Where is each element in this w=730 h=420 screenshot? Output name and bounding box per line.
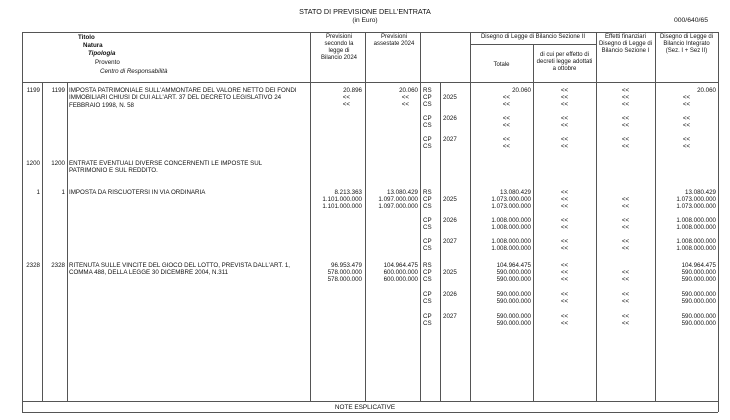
integrato-value: << bbox=[682, 136, 691, 143]
ass-value: 20.060 bbox=[399, 87, 418, 94]
dicui-value: << bbox=[560, 189, 569, 196]
col-divider-code2 bbox=[67, 82, 68, 401]
row-code: 1 bbox=[61, 189, 65, 196]
dicui-value: << bbox=[560, 115, 569, 122]
year-label: 2026 bbox=[443, 217, 457, 224]
table-right-border bbox=[718, 32, 719, 412]
totale-value: 590.000.000 bbox=[496, 313, 531, 320]
year-label: 2025 bbox=[443, 94, 457, 101]
integrato-value: << bbox=[682, 143, 691, 150]
cp-label: CP bbox=[423, 238, 432, 245]
prev-value: 1.101.000.000 bbox=[322, 196, 362, 203]
row-code: 1200 bbox=[26, 160, 40, 167]
totale-value: 1.008.000.000 bbox=[491, 245, 531, 252]
row-description: RITENUTA SULLE VINCITE DEL GIOCO DEL LOTTO, PREVISTA DALL'ART. 1, COMMA 488, DELLA LEGGE 30 DICEMBRE 2004, N.311 bbox=[69, 262, 291, 277]
dicui-value: << bbox=[560, 203, 569, 210]
integrato-value: 104.964.475 bbox=[681, 262, 716, 269]
cs-label: CS bbox=[423, 320, 432, 327]
integrato-value: 590.000.000 bbox=[681, 298, 716, 305]
totale-value: 590.000.000 bbox=[496, 291, 531, 298]
integrato-value: 590.000.000 bbox=[681, 313, 716, 320]
integrato-value: 1.008.000.000 bbox=[676, 224, 716, 231]
cs-label: CS bbox=[423, 245, 432, 252]
integrato-value: 1.008.000.000 bbox=[676, 245, 716, 252]
year-label: 2025 bbox=[443, 269, 457, 276]
integrato-value: << bbox=[682, 115, 691, 122]
table-header-border bbox=[22, 82, 718, 83]
cp-label: CP bbox=[423, 313, 432, 320]
effetti-value: << bbox=[621, 143, 630, 150]
dicui-value: << bbox=[560, 136, 569, 143]
header-totale: Totale bbox=[493, 62, 510, 68]
prev-value: 578.000.000 bbox=[327, 269, 362, 276]
header-integrato: Disegno di Legge di Bilancio Integrato (Sez. I + Sez II) bbox=[659, 34, 714, 54]
prev-value: 20.896 bbox=[343, 87, 362, 94]
integrato-value: 1.073.000.000 bbox=[676, 196, 716, 203]
row-description: IMPOSTA PATRIMONIALE SULL'AMMONTARE DEL VALORE NETTO DEI FONDI IMMOBILIARI CHIUSI DI CUI ALL'ART. 37 DEL DECRETO LEGISLATIVO 24 FEBBRAIO 1998, N. 58 bbox=[69, 87, 297, 109]
row-description: ENTRATE EVENTUALI DIVERSE CONCERNENTI LE IMPOSTE SUL PATRIMONIO E SUL REDDITO. bbox=[69, 160, 262, 175]
integrato-value: 590.000.000 bbox=[681, 291, 716, 298]
integrato-value: 20.060 bbox=[697, 87, 716, 94]
page-reference: 000/640/65 bbox=[673, 17, 708, 24]
dicui-value: << bbox=[560, 101, 569, 108]
row-description: IMPOSTA DA RISCUOTERSI IN VIA ORDINARIA bbox=[69, 189, 206, 196]
dicui-value: << bbox=[560, 87, 569, 94]
dicui-value: << bbox=[560, 122, 569, 129]
header-ddl-sez2: Disegno di Legge di Bilancio Sezione II bbox=[480, 34, 586, 40]
prev-value: 1.101.000.000 bbox=[322, 203, 362, 210]
dicui-value: << bbox=[560, 143, 569, 150]
integrato-value: 1.008.000.000 bbox=[676, 217, 716, 224]
cp-label: CP bbox=[423, 269, 432, 276]
effetti-value: << bbox=[621, 136, 630, 143]
totale-value: 1.073.000.000 bbox=[491, 196, 531, 203]
year-label: 2027 bbox=[443, 136, 457, 143]
cp-label: CP bbox=[423, 115, 432, 122]
effetti-value: << bbox=[621, 196, 630, 203]
effetti-value: << bbox=[621, 313, 630, 320]
row-code: 1 bbox=[36, 189, 40, 196]
year-label: 2026 bbox=[443, 115, 457, 122]
effetti-value: << bbox=[621, 245, 630, 252]
cp-label: CP bbox=[423, 196, 432, 203]
ass-value: 13.080.429 bbox=[387, 189, 418, 196]
effetti-value: << bbox=[621, 238, 630, 245]
cs-label: CS bbox=[423, 143, 432, 150]
ass-value: 104.964.475 bbox=[383, 262, 418, 269]
totale-value: 1.008.000.000 bbox=[491, 217, 531, 224]
totale-value: 1.073.000.000 bbox=[491, 203, 531, 210]
integrato-value: 13.080.429 bbox=[685, 189, 716, 196]
prev-value: 8.213.363 bbox=[334, 189, 362, 196]
prev-value: 96.953.479 bbox=[331, 262, 362, 269]
totale-value: << bbox=[502, 101, 510, 108]
effetti-value: << bbox=[621, 291, 630, 298]
ass-value: 600.000.000 bbox=[383, 276, 418, 283]
cp-label: CP bbox=[423, 94, 432, 101]
dicui-value: << bbox=[560, 238, 569, 245]
page-subtitle: (in Euro) bbox=[352, 17, 378, 24]
integrato-value: << bbox=[682, 101, 691, 108]
cs-label: CS bbox=[423, 101, 432, 108]
cs-label: CS bbox=[423, 276, 432, 283]
row-code: 2328 bbox=[51, 262, 65, 269]
effetti-value: << bbox=[621, 115, 630, 122]
ass-value: 600.000.000 bbox=[383, 269, 418, 276]
header-centro: Centro di Responsabilità bbox=[100, 68, 168, 75]
year-label: 2026 bbox=[443, 291, 457, 298]
integrato-value: 1.008.000.000 bbox=[676, 238, 716, 245]
ass-value: << bbox=[401, 94, 409, 101]
row-code: 1200 bbox=[51, 160, 65, 167]
totale-value: << bbox=[502, 115, 510, 122]
totale-value: << bbox=[502, 94, 510, 101]
totale-value: 590.000.000 bbox=[496, 298, 531, 305]
integrato-value: 590.000.000 bbox=[681, 276, 716, 283]
integrato-value: 1.073.000.000 bbox=[676, 203, 716, 210]
integrato-value: 590.000.000 bbox=[681, 320, 716, 327]
integrato-value: << bbox=[682, 94, 691, 101]
dicui-value: << bbox=[560, 276, 569, 283]
table-left-border bbox=[22, 32, 23, 412]
prev-value: 578.000.000 bbox=[327, 276, 362, 283]
effetti-value: << bbox=[621, 276, 630, 283]
prev-value: << bbox=[342, 101, 350, 108]
ass-value: << bbox=[401, 101, 409, 108]
dicui-value: << bbox=[560, 291, 569, 298]
effetti-value: << bbox=[621, 94, 630, 101]
totale-value: 590.000.000 bbox=[496, 276, 531, 283]
dicui-value: << bbox=[560, 298, 569, 305]
header-di-cui: di cui per effetto di decreti legge adottati a ottobre bbox=[536, 52, 593, 72]
rs-label: RS bbox=[423, 87, 432, 94]
totale-value: 1.008.000.000 bbox=[491, 238, 531, 245]
cs-label: CS bbox=[423, 298, 432, 305]
row-code: 2328 bbox=[26, 262, 40, 269]
note-bottom-border bbox=[22, 412, 718, 413]
effetti-value: << bbox=[621, 217, 630, 224]
note-esplicative: NOTE ESPLICATIVE bbox=[334, 404, 396, 411]
dicui-value: << bbox=[560, 262, 569, 269]
row-code: 1199 bbox=[51, 87, 65, 94]
totale-value: 104.964.475 bbox=[496, 262, 531, 269]
totale-value: << bbox=[502, 136, 510, 143]
header-titolo: Titolo bbox=[78, 34, 95, 41]
page-title: STATO DI PREVISIONE DELL'ENTRATA bbox=[299, 7, 431, 16]
cp-label: CP bbox=[423, 217, 432, 224]
effetti-value: << bbox=[621, 298, 630, 305]
effetti-value: << bbox=[621, 122, 630, 129]
table-bottom-border bbox=[22, 401, 718, 402]
dicui-value: << bbox=[560, 313, 569, 320]
effetti-value: << bbox=[621, 269, 630, 276]
totale-value: 20.060 bbox=[512, 87, 531, 94]
effetti-value: << bbox=[621, 203, 630, 210]
integrato-value: 590.000.000 bbox=[681, 269, 716, 276]
effetti-value: << bbox=[621, 87, 630, 94]
row-code: 1199 bbox=[26, 87, 40, 94]
totale-value: 590.000.000 bbox=[496, 320, 531, 327]
cs-label: CS bbox=[423, 122, 432, 129]
cs-label: CS bbox=[423, 224, 432, 231]
header-prev-legge: Previsioni secondo la legge di Bilancio 2024 bbox=[320, 34, 358, 61]
header-prev-assestate: Previsioni assestate 2024 bbox=[373, 34, 415, 47]
effetti-value: << bbox=[621, 320, 630, 327]
cp-label: CP bbox=[423, 291, 432, 298]
cp-label: CP bbox=[423, 136, 432, 143]
integrato-value: << bbox=[682, 122, 691, 129]
dicui-value: << bbox=[560, 94, 569, 101]
prev-value: << bbox=[342, 94, 350, 101]
totale-value: 13.080.429 bbox=[500, 189, 531, 196]
totale-value: << bbox=[502, 122, 510, 129]
ass-value: 1.097.000.000 bbox=[378, 196, 418, 203]
col-divider-rs bbox=[440, 82, 441, 401]
rs-label: RS bbox=[423, 189, 432, 196]
dicui-value: << bbox=[560, 196, 569, 203]
dicui-value: << bbox=[560, 269, 569, 276]
col-divider-code1 bbox=[42, 82, 43, 401]
header-effetti: Effetti finanziari Disegno di Legge di Bilancio Sezione I bbox=[598, 34, 653, 54]
header-natura: Natura bbox=[83, 42, 103, 49]
effetti-value: << bbox=[621, 224, 630, 231]
year-label: 2025 bbox=[443, 196, 457, 203]
table-top-border bbox=[22, 32, 718, 33]
totale-value: << bbox=[502, 143, 510, 150]
dicui-value: << bbox=[560, 217, 569, 224]
year-label: 2027 bbox=[443, 238, 457, 245]
year-label: 2027 bbox=[443, 313, 457, 320]
cs-label: CS bbox=[423, 203, 432, 210]
dicui-value: << bbox=[560, 224, 569, 231]
col-divider-ass bbox=[420, 32, 421, 401]
totale-value: 1.008.000.000 bbox=[491, 224, 531, 231]
header-tipologia: Tipologia bbox=[88, 50, 116, 57]
rs-label: RS bbox=[423, 262, 432, 269]
ass-value: 1.097.000.000 bbox=[378, 203, 418, 210]
totale-value: 590.000.000 bbox=[496, 269, 531, 276]
dicui-value: << bbox=[560, 245, 569, 252]
effetti-value: << bbox=[621, 101, 630, 108]
dicui-value: << bbox=[560, 320, 569, 327]
header-provento: Provento bbox=[95, 59, 120, 66]
